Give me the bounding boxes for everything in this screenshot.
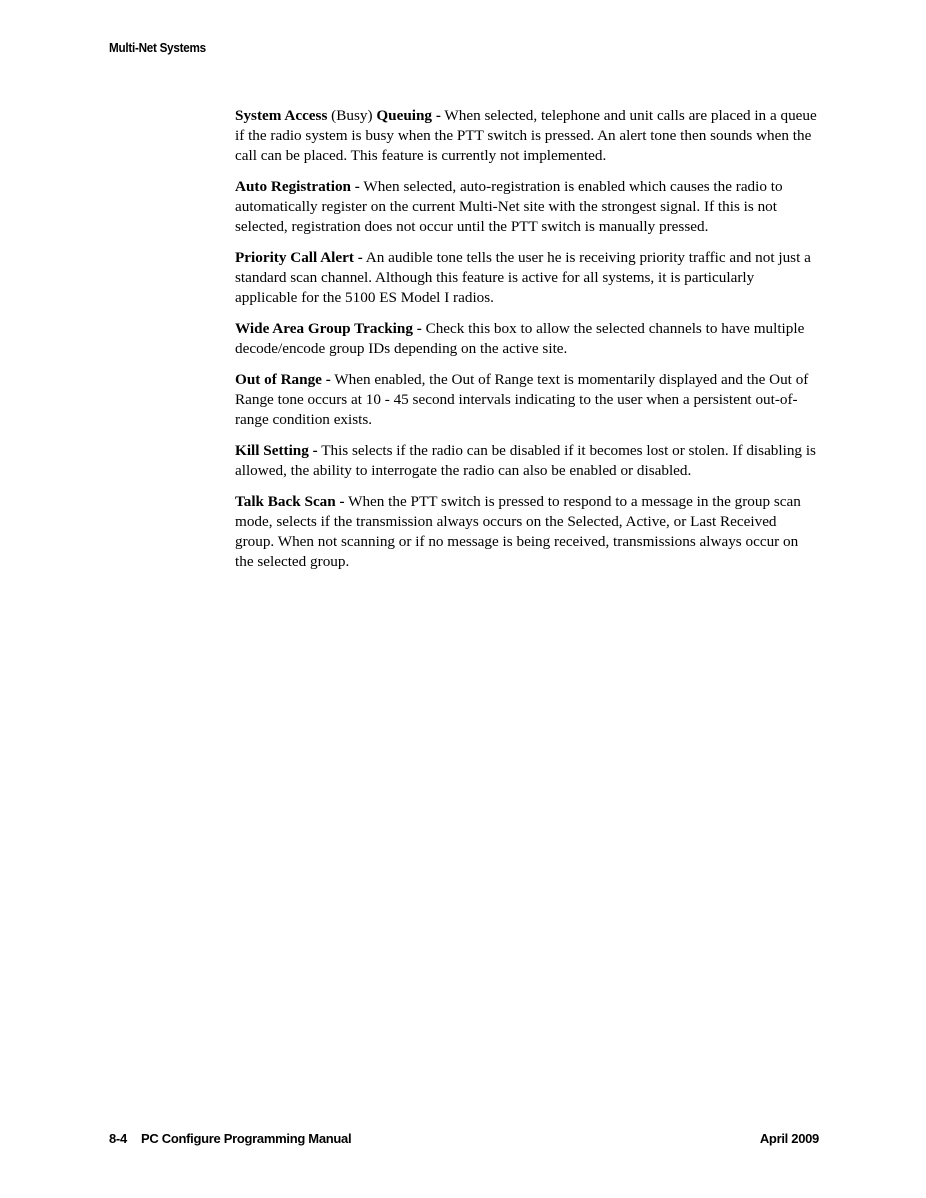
- page-header: [109, 40, 206, 55]
- paragraph-auto-registration: [235, 177, 818, 237]
- paragraph-talk-back-scan: [235, 492, 818, 572]
- term-queuing: Queuing -: [376, 107, 441, 124]
- description-talk-back-scan: When the PTT switch is pressed to respond to a message in the group scan mode, selects if the transmission always occurs on the Selected, Active, or Last Received group. When not scanning or if no message is being received, transmissions always occur on the selected group.: [235, 493, 801, 570]
- paragraph-wide-area-group-tracking: [235, 319, 818, 359]
- term-busy: (Busy): [327, 107, 377, 124]
- term-kill-setting: Kill Setting -: [235, 442, 318, 459]
- term-system-access: System Access: [235, 107, 328, 124]
- footer-left: [109, 1131, 351, 1146]
- paragraph-kill-setting: [235, 441, 818, 481]
- term-talk-back-scan: Talk Back Scan -: [235, 493, 345, 510]
- page-number: 8-4: [109, 1131, 127, 1146]
- paragraph-priority-call-alert: [235, 248, 818, 308]
- description-wide-area-group-tracking: Check this box to allow the selected channels to have multiple decode/encode group IDs depending on the active site.: [235, 320, 805, 357]
- body-content: [235, 106, 818, 583]
- description-out-of-range: When enabled, the Out of Range text is momentarily displayed and the Out of Range tone occurs at 10 - 45 second intervals indicating to the user when a persistent out-of-range condition exists.: [235, 371, 809, 428]
- description-priority-call-alert: An audible tone tells the user he is receiving priority traffic and not just a standard scan channel. Although this feature is active for all systems, it is particularly applicable for the 5100 ES Model I radios.: [235, 249, 811, 306]
- paragraph-out-of-range: [235, 370, 818, 430]
- section-title: Multi-Net Systems: [109, 40, 206, 55]
- term-wide-area-group-tracking: Wide Area Group Tracking -: [235, 320, 422, 337]
- description-system-access-queuing: When selected, telephone and unit calls are placed in a queue if the radio system is busy when the PTT switch is pressed. An alert tone then sounds when the call can be placed. This feature is currently not implemented.: [235, 107, 817, 164]
- description-auto-registration: When selected, auto-registration is enabled which causes the radio to automatically register on the current Multi-Net site with the strongest signal. If this is not selected, registration does not occur until the PTT switch is manually pressed.: [235, 178, 783, 235]
- description-kill-setting: This selects if the radio can be disabled if it becomes lost or stolen. If disabling is allowed, the ability to interrogate the radio can also be enabled or disabled.: [235, 442, 816, 479]
- footer-date: April 2009: [759, 1131, 819, 1146]
- term-out-of-range: Out of Range -: [235, 371, 331, 388]
- term-auto-registration: Auto Registration -: [235, 178, 360, 195]
- manual-title: PC Configure Programming Manual: [141, 1131, 352, 1146]
- term-priority-call-alert: Priority Call Alert -: [235, 249, 363, 266]
- paragraph-system-access-queuing: [235, 106, 818, 166]
